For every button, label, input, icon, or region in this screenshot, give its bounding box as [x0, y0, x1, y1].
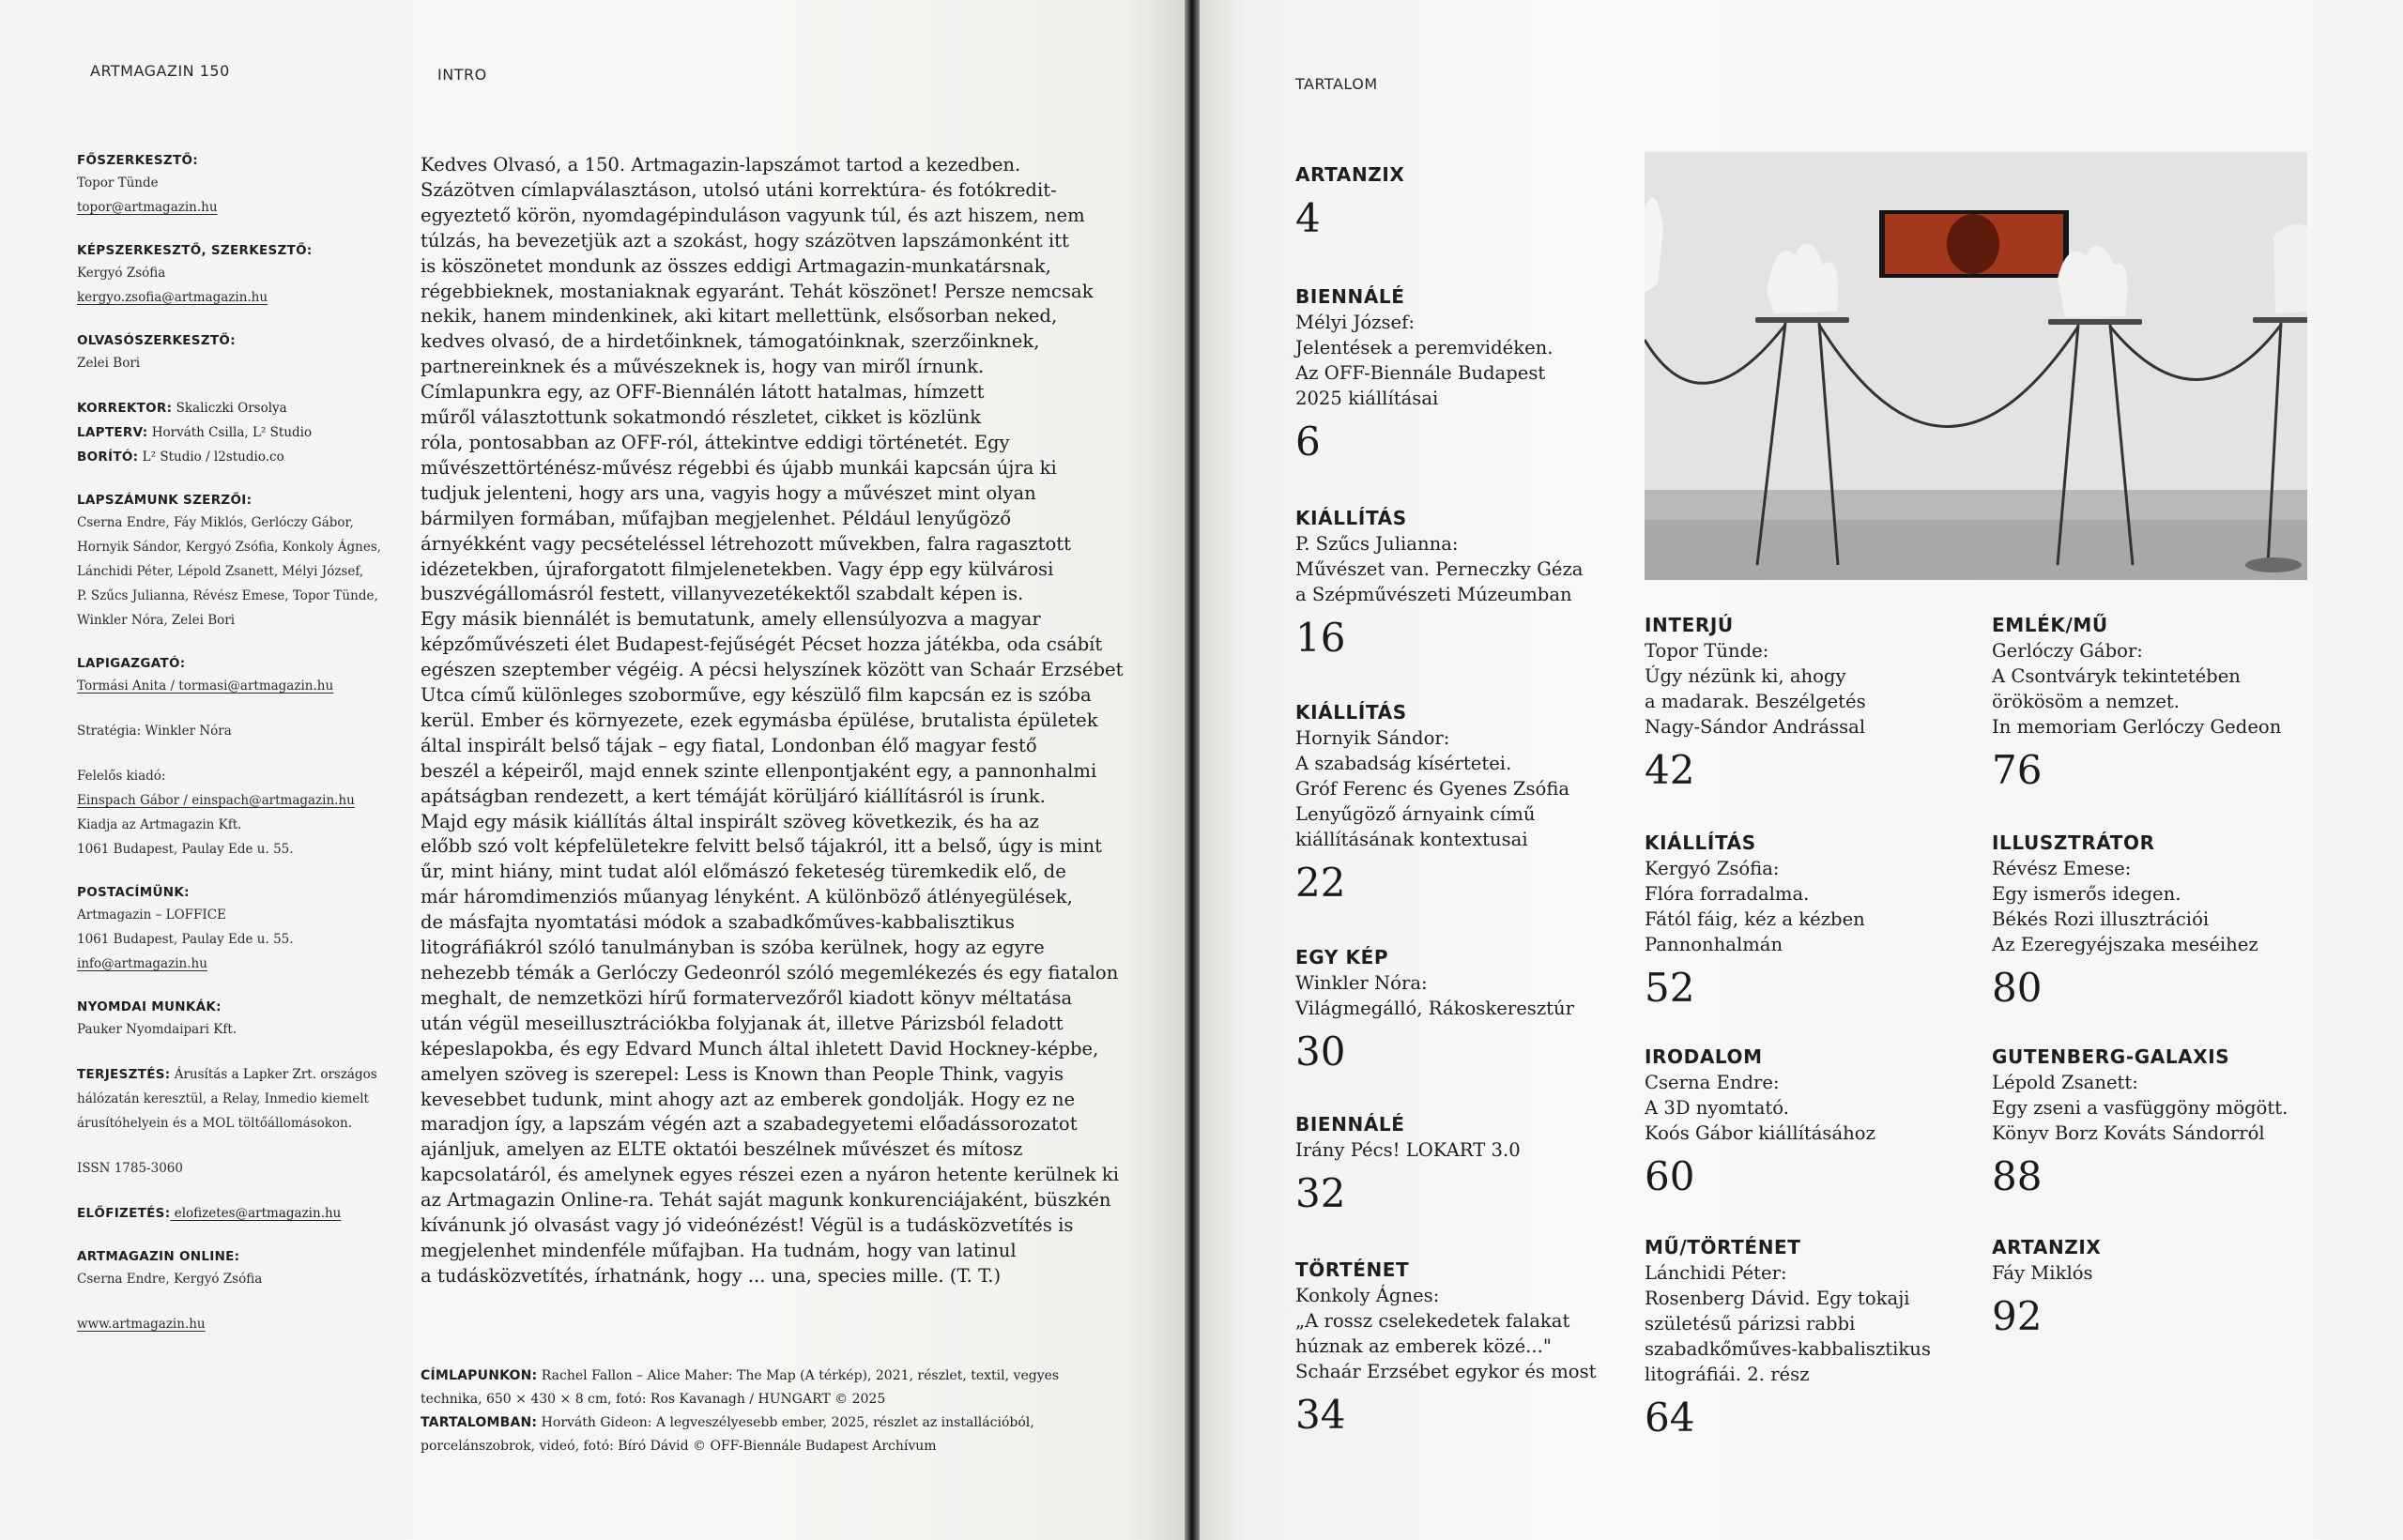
colophon-row [77, 1062, 396, 1087]
toc-title-line: Schaár Erzsébet egykor és most [1295, 1361, 1597, 1382]
toc-title-line: A szabadság kísértetei. [1295, 753, 1512, 774]
intro-line: meghalt, de nemzetközi hírű formatervezőről kiadott könyv méltatása [421, 986, 1073, 1009]
intro-line: műről választottunk sokatmondó részletet, cikket is közlünk [421, 406, 982, 429]
intro-line: partnereinknek és a művészeknek is, hogy van miről írnunk. [421, 356, 985, 378]
toc-entry [1645, 1234, 1931, 1441]
intro-line: kapcsolatáról, és amelynek egyes részei ezen a nyáron hetente kerülnek ki [421, 1164, 1120, 1186]
colophon-line: Lánchidi Péter, Lépold Zsanett, Mélyi József, [77, 564, 364, 579]
credit-line [421, 1435, 1134, 1458]
colophon-value: Skaliczki Orsolya [172, 401, 287, 416]
toc-title-line: Hornyik Sándor: [1295, 727, 1450, 749]
toc-page-number: 6 [1295, 419, 1321, 465]
toc-page-number: 64 [1645, 1395, 1695, 1441]
toc-title-line: 2025 kiállításai [1295, 388, 1439, 409]
intro-line: képzőművészeti élet Budapest-fejűségét Pécset hozza játékba, oda csábít [421, 633, 1103, 656]
toc-title-line: Lépold Zsanett: [1992, 1072, 2138, 1093]
intro-line: előbb szó volt képfelületekre felvitt belső tájakról, itt a belső, úgy is mint [421, 835, 1102, 858]
toc-title-line: A 3D nyomtató. [1645, 1097, 1789, 1119]
intro-line: nekik, hanem mindenkinek, aki kitart mellettünk, elsősorban neked, [421, 305, 1058, 328]
toc-page-number: 16 [1295, 615, 1346, 661]
colophon-label: KÉPSZERKESZTŐ, SZERKESZTŐ: [77, 243, 313, 258]
toc-title-line: P. Szűcs Julianna: [1295, 533, 1459, 555]
toc-entry [1295, 699, 1597, 907]
credit-line [421, 1365, 1134, 1388]
toc-entry [1295, 944, 1597, 1075]
colophon-line: ISSN 1785-3060 [77, 1161, 183, 1176]
intro-line: litográfiákról szóló tanulmányban is szóba kerülnek, hogy az egyre [421, 937, 1045, 959]
toc-page-number: 60 [1645, 1153, 1695, 1199]
intro-line: után végül meseillusztrációkba folyjanak át, illetve Párizsból feladott [421, 1012, 1064, 1034]
toc-page-number: 80 [1992, 965, 2043, 1011]
colophon-block [77, 1201, 396, 1226]
colophon-block [77, 445, 396, 469]
toc-title-line: a madarak. Beszélgetés [1645, 691, 1866, 712]
section-head: INTRO [437, 66, 487, 84]
colophon-line: Stratégia: Winkler Nóra [77, 724, 232, 739]
colophon-block [77, 653, 396, 698]
toc-page-number: 30 [1295, 1029, 1346, 1075]
toc-title-line: Mélyi József: [1295, 312, 1415, 333]
toc-title-line: Úgy nézünk ki, ahogy [1645, 665, 1846, 687]
toc-title-line: Révész Emese: [1992, 858, 2132, 879]
toc-title-line: Lánchidi Péter: [1645, 1262, 1787, 1284]
toc-title-line: In memoriam Gerlóczy Gedeon [1992, 716, 2282, 738]
colophon-label: OLVASÓSZERKESZTŐ: [77, 333, 236, 348]
toc-title-line: Egy ismerős idegen. [1992, 883, 2181, 905]
intro-line: túlzás, ha bevezetjük azt a szokást, hogy százötven lapszámonként itt [421, 229, 1069, 252]
colophon-block [77, 1246, 396, 1291]
toc-page-number: 4 [1295, 195, 1321, 241]
toc-entry [1645, 830, 1931, 1012]
colophon-link: Tormási Anita / tormasi@artmagazin.hu [77, 679, 334, 694]
intro-line: idézetekben, újraforgatott filmjelenetekben. Vagy épp egy külvárosi [421, 557, 1054, 580]
contents-head: TARTALOM [1295, 75, 1378, 93]
toc-entry [1992, 830, 2288, 1012]
intro-line: által inspirált belső tájak – egy fiatal, Londonban élő magyar festő [421, 734, 1037, 756]
colophon-line: Zelei Bori [77, 356, 141, 371]
spine-gutter [1185, 0, 1200, 1540]
intro-line: Százötven címlapválasztáson, utolsó utáni korrektúra- és fotókredit- [421, 178, 1057, 201]
image-credits [421, 1365, 1134, 1458]
intro-line: Egy másik biennálét is bemutatunk, amely ellensúlyozva a magyar [421, 608, 1041, 631]
toc-entry [1645, 612, 1931, 794]
toc-section: ARTANZIX [1295, 163, 1405, 186]
colophon-block [77, 1312, 396, 1336]
toc-title-line: Az Ezeregyéjszaka meséihez [1992, 934, 2258, 955]
colophon-value: L² Studio / l2studio.co [138, 450, 284, 465]
toc-page-number: 52 [1645, 965, 1695, 1011]
colophon-block [77, 882, 396, 976]
colophon-line: Winkler Nóra, Zelei Bori [77, 613, 236, 628]
toc-title-line: Fától fáig, kéz a kézben [1645, 908, 1865, 930]
installation-illustration [1645, 152, 2307, 580]
intro-line: megjelenhet mindenféle műfajban. Ha tudnám, hogy van latinul [421, 1239, 1017, 1261]
toc-title-line: Konkoly Ágnes: [1295, 1285, 1440, 1306]
intro-line: űr, mint hiány, mint tudat alól előmászó feketeség türemkedik elő, de [421, 861, 1066, 883]
toc-title-line: örökösöm a nemzet. [1992, 691, 2181, 712]
credit-line [421, 1411, 1134, 1435]
toc-title-line: Cserna Endre: [1645, 1072, 1780, 1093]
intro-line: kívánunk jó olvasást vagy jó videónézést! Végül is a tudásközvetítés is [421, 1214, 1074, 1237]
intro-line: egészen szeptember végéig. A pécsi helyszínek között van Schaár Erzsébet [421, 659, 1124, 681]
intro-line: buszvégállomásról festett, villanyvezetékektől szabdalt képen is. [421, 583, 1024, 605]
toc-section: GUTENBERG-GALAXIS [1992, 1045, 2230, 1068]
colophon-line: Felelős kiadó: [77, 769, 166, 784]
toc-entry [1295, 505, 1597, 662]
colophon-line: Kiadja az Artmagazin Kft. [77, 817, 242, 832]
credit-text: Rachel Fallon – Alice Maher: The Map (A térkép), 2021, részlet, textil, vegyes [537, 1368, 1060, 1383]
colophon-row [77, 445, 396, 469]
toc-title-line: Flóra forradalma. [1645, 883, 1810, 905]
colophon-line: 1061 Budapest, Paulay Ede u. 55. [77, 842, 294, 857]
toc-title-line: Jelentések a peremvidéken. [1295, 337, 1554, 358]
toc-section: KIÁLLÍTÁS [1645, 831, 1756, 854]
intro-line: a tudásközvetítés, írhatnánk, hogy ... una, species mille. (T. T.) [421, 1264, 1002, 1287]
colophon-block [77, 490, 396, 633]
intro-line: nehezebb témák a Gerlóczy Gedeonról szóló megemlékezés és egy fiatalon [421, 962, 1119, 983]
intro-line: kerül. Ember és környezete, ezek egymásba épülése, brutalista épületek [421, 709, 1098, 731]
intro-line: beszél a képeiről, majd ennek szinte ellenpontjaként egy, a pannonhalmi [421, 759, 1097, 782]
colophon-label: NYOMDAI MUNKÁK: [77, 999, 222, 1014]
intro-line: amelyen szöveg is szerepel: Less is Known than People Think, vagyis [421, 1062, 1064, 1085]
toc-page-number: 76 [1992, 747, 2043, 793]
colophon-block [77, 1062, 396, 1136]
colophon-link: www.artmagazin.hu [77, 1317, 206, 1332]
credit-line [421, 1388, 1134, 1411]
credit-label: TARTALOMBAN: [421, 1415, 538, 1430]
colophon-block [77, 330, 396, 375]
colophon-block [77, 240, 396, 310]
intro-line: kevesebbet tudunk, mint ahogy azt az emberek gondolják. Hogy ez ne [421, 1088, 1076, 1110]
intro-line: képeslapokba, és egy Edvard Munch által ihletett David Hockney-képbe, [421, 1037, 1099, 1060]
colophon-line: Kergyó Zsófia [77, 266, 166, 281]
toc-entry [1295, 1111, 1597, 1217]
colophon-label: FŐSZERKESZTŐ: [77, 153, 199, 168]
toc-page-number: 42 [1645, 747, 1695, 793]
intro-line: ajánljuk, amelyen az ELTE oktatói beszélnek művészet és mítosz [421, 1138, 1023, 1161]
toc-section: MŰ/TÖRTÉNET [1645, 1236, 1801, 1258]
intro-line: Címlapunkra egy, az OFF-Biennálén látott hatalmas, hímzett [421, 381, 985, 404]
toc-title-line: szabadkőműves-kabbalisztikus [1645, 1338, 1931, 1360]
colophon-line: Artmagazin – LOFFICE [77, 907, 226, 922]
colophon-label: POSTACÍMÜNK: [77, 885, 190, 900]
colophon-line: Hornyik Sándor, Kergyó Zsófia, Konkoly Ágnes, [77, 540, 382, 555]
colophon-link: info@artmagazin.hu [77, 956, 207, 971]
toc-title-line: Nagy-Sándor Andrással [1645, 716, 1866, 738]
colophon-value: elofizetes@artmagazin.hu [170, 1206, 342, 1221]
colophon-label: LAPTERV: [77, 425, 148, 440]
toc-section: EGY KÉP [1295, 946, 1389, 968]
colophon-line: hálózatán keresztül, a Relay, Inmedio kiemelt [77, 1091, 369, 1106]
toc-section: KIÁLLÍTÁS [1295, 507, 1407, 529]
intro-line: maradjon így, a lapszám végén azt a szabadegyetemi előadássorozatot [421, 1113, 1078, 1136]
colophon-link: topor@artmagazin.hu [77, 200, 218, 215]
colophon-label: BORÍTÓ: [77, 450, 139, 465]
colophon-line: Topor Tünde [77, 175, 159, 191]
toc-title-line: Irány Pécs! LOKART 3.0 [1295, 1139, 1521, 1161]
colophon-label: TERJESZTÉS: [77, 1067, 171, 1082]
toc-page-number: 34 [1295, 1392, 1346, 1438]
toc-entry [1992, 1044, 2288, 1200]
colophon-block [77, 150, 396, 220]
toc-entry [1295, 161, 1597, 242]
colophon-label: LAPIGAZGATÓ: [77, 656, 186, 671]
toc-title-line: kiállításának kontextusai [1295, 829, 1528, 850]
left-page [0, 0, 1185, 1540]
toc-title-line: Az OFF-Biennále Budapest [1295, 362, 1546, 384]
colophon-label: KORREKTOR: [77, 401, 173, 416]
intro-line: kedves olvasó, de a hirdetőinknek, támogatóinknak, szerzőinknek, [421, 330, 1040, 353]
toc-title-line: Fáy Miklós [1992, 1262, 2093, 1284]
credit-label: CÍMLAPUNKON: [421, 1368, 538, 1383]
colophon-row [77, 420, 396, 445]
toc-title-line: A Csontváryk tekintetében [1992, 665, 2241, 687]
toc-title-line: születésű párizsi rabbi [1645, 1313, 1856, 1334]
toc-section: ILLUSZTRÁTOR [1992, 831, 2155, 854]
toc-entry [1295, 283, 1597, 465]
colophon-label: ELŐFIZETÉS: [77, 1206, 171, 1221]
intro-line: Majd egy másik kiállítás által inspirált szöveg következik, és ha az [421, 810, 1039, 832]
toc-title-line: Winkler Nóra: [1295, 972, 1428, 994]
intro-line: apátságban rendezett, a kert témáját körüljáró kiállításról is írunk. [421, 785, 1046, 807]
intro-line: Kedves Olvasó, a 150. Artmagazin-lapszámot tartod a kezedben. [421, 154, 1021, 175]
colophon [77, 150, 396, 1357]
credit-text: Horváth Gideon: A legveszélyesebb ember, 2025, részlet az installációból, [537, 1415, 1034, 1430]
colophon-line: Cserna Endre, Kergyó Zsófia [77, 1272, 263, 1287]
intro-line: árnyékként vagy pecsételéssel létrehozott művekben, falra ragasztott [421, 532, 1071, 555]
toc-page-number: 32 [1295, 1170, 1346, 1216]
toc-section: TÖRTÉNET [1295, 1258, 1410, 1281]
credit-text: technika, 650 × 430 × 8 cm, fotó: Ros Kavanagh / HUNGART © 2025 [421, 1392, 886, 1407]
colophon-line: P. Szűcs Julianna, Révész Emese, Topor Tünde, [77, 588, 378, 603]
toc-section: IRODALOM [1645, 1045, 1763, 1068]
intro-text [421, 153, 1153, 1289]
toc-column-2 [1645, 612, 1931, 1479]
colophon-block [77, 420, 396, 445]
toc-section: ARTANZIX [1992, 1236, 2102, 1258]
toc-title-line: Világmegálló, Rákoskeresztúr [1295, 998, 1575, 1019]
toc-title-line: Rosenberg Dávid. Egy tokaji [1645, 1288, 1910, 1309]
toc-title-line: Békés Rozi illusztrációi [1992, 908, 2210, 930]
toc-page-number: 88 [1992, 1153, 2043, 1199]
toc-title-line: Gerlóczy Gábor: [1992, 640, 2143, 662]
toc-title-line: Gróf Ferenc és Gyenes Zsófia [1295, 778, 1570, 800]
credit-text: porcelánszobrok, videó, fotó: Bíró Dávid © OFF-Biennále Budapest Archívum [421, 1439, 937, 1454]
colophon-line: Pauker Nyomdaipari Kft. [77, 1022, 237, 1037]
intro-line: bármilyen formában, műfajban megjelenhet. Például lenyűgöző [421, 507, 1012, 529]
toc-title-line: „A rossz cselekedetek falakat [1295, 1310, 1570, 1332]
colophon-value: Árusítás a Lapker Zrt. országos [170, 1067, 377, 1082]
toc-section: BIENNÁLÉ [1295, 285, 1405, 308]
toc-entry [1645, 1044, 1931, 1200]
intro-line: művészettörténész-művész régebbi és újabb munkái kapcsán újra ki [421, 456, 1057, 479]
colophon-value: Horváth Csilla, L² Studio [147, 425, 313, 440]
colophon-line: árusítóhelyein és a MOL töltőállomásokon. [77, 1116, 353, 1131]
colophon-block [77, 764, 396, 861]
intro-line: egyeztető körön, nyomdagépinduláson vagyunk túl, és azt hiszem, nem [421, 204, 1085, 226]
colophon-link: Einspach Gábor / einspach@artmagazin.hu [77, 793, 355, 808]
intro-line: Utca című különleges szoborműve, egy készülő film kapcsán ez is szóba [421, 684, 1092, 707]
toc-section: BIENNÁLÉ [1295, 1113, 1405, 1136]
intro-line: is köszönetet mondunk az összes eddigi Artmagazin-munkatársnak, [421, 254, 1051, 277]
toc-column-3 [1992, 612, 2288, 1378]
toc-title-line: litográfiái. 2. rész [1645, 1364, 1810, 1385]
toc-title-line: húznak az emberek közé..." [1295, 1335, 1552, 1357]
colophon-row [77, 1201, 396, 1226]
toc-section: KIÁLLÍTÁS [1295, 701, 1407, 724]
intro-line: már háromdimenziós műanyag lényként. A különböző átlényegülések, [421, 886, 1073, 908]
toc-entry [1992, 612, 2288, 794]
toc-page-number: 22 [1295, 860, 1346, 906]
colophon-block [77, 396, 396, 420]
colophon-row [77, 396, 396, 420]
toc-section: EMLÉK/MŰ [1992, 614, 2108, 636]
toc-title-line: Topor Tünde: [1645, 640, 1769, 662]
toc-entry [1295, 1257, 1597, 1439]
toc-title-line: Könyv Borz Kováts Sándorról [1992, 1122, 2265, 1144]
toc-title-line: a Szépművészeti Múzeumban [1295, 584, 1572, 605]
intro-line: róla, pontosabban az OFF-ról, áttekintve eddigi történetét. Egy [421, 431, 1010, 453]
toc-entry [1992, 1234, 2288, 1340]
toc-page-number: 92 [1992, 1293, 2043, 1339]
toc-title-line: Lenyűgöző árnyaink című [1295, 803, 1536, 825]
intro-line: az Artmagazin Online-ra. Tehát saját magunk konkurenciájaként, büszkén [421, 1189, 1111, 1212]
installation-photo [1645, 152, 2307, 580]
colophon-label: LAPSZÁMUNK SZERZŐI: [77, 493, 253, 508]
colophon-block [77, 997, 396, 1042]
colophon-line: 1061 Budapest, Paulay Ede u. 55. [77, 932, 294, 947]
colophon-link: kergyo.zsofia@artmagazin.hu [77, 290, 268, 305]
toc-title-line: Koós Gábor kiállításához [1645, 1122, 1875, 1144]
colophon-line: Cserna Endre, Fáy Miklós, Gerlóczy Gábor, [77, 515, 354, 530]
intro-line: tudjuk jelenteni, hogy ars una, vagyis hogy a művészet mint olyan [421, 481, 1036, 504]
intro-line: de másfajta nyomtatási módok a szabadkőműves-kabbalisztikus [421, 911, 1015, 934]
colophon-label: ARTMAGAZIN ONLINE: [77, 1249, 240, 1264]
intro-line: régebbieknek, mostaniaknak egyaránt. Tehát köszönet! Persze nemcsak [421, 280, 1094, 302]
toc-title-line: Kergyó Zsófia: [1645, 858, 1780, 879]
toc-title-line: Pannonhalmán [1645, 934, 1783, 955]
running-head: ARTMAGAZIN 150 [90, 62, 230, 80]
colophon-block [77, 1156, 396, 1181]
toc-section: INTERJÚ [1645, 614, 1734, 636]
colophon-block [77, 719, 396, 743]
toc-column-1 [1295, 161, 1597, 1476]
toc-title-line: Művészet van. Perneczky Géza [1295, 558, 1584, 580]
toc-title-line: Egy zseni a vasfüggöny mögött. [1992, 1097, 2288, 1119]
